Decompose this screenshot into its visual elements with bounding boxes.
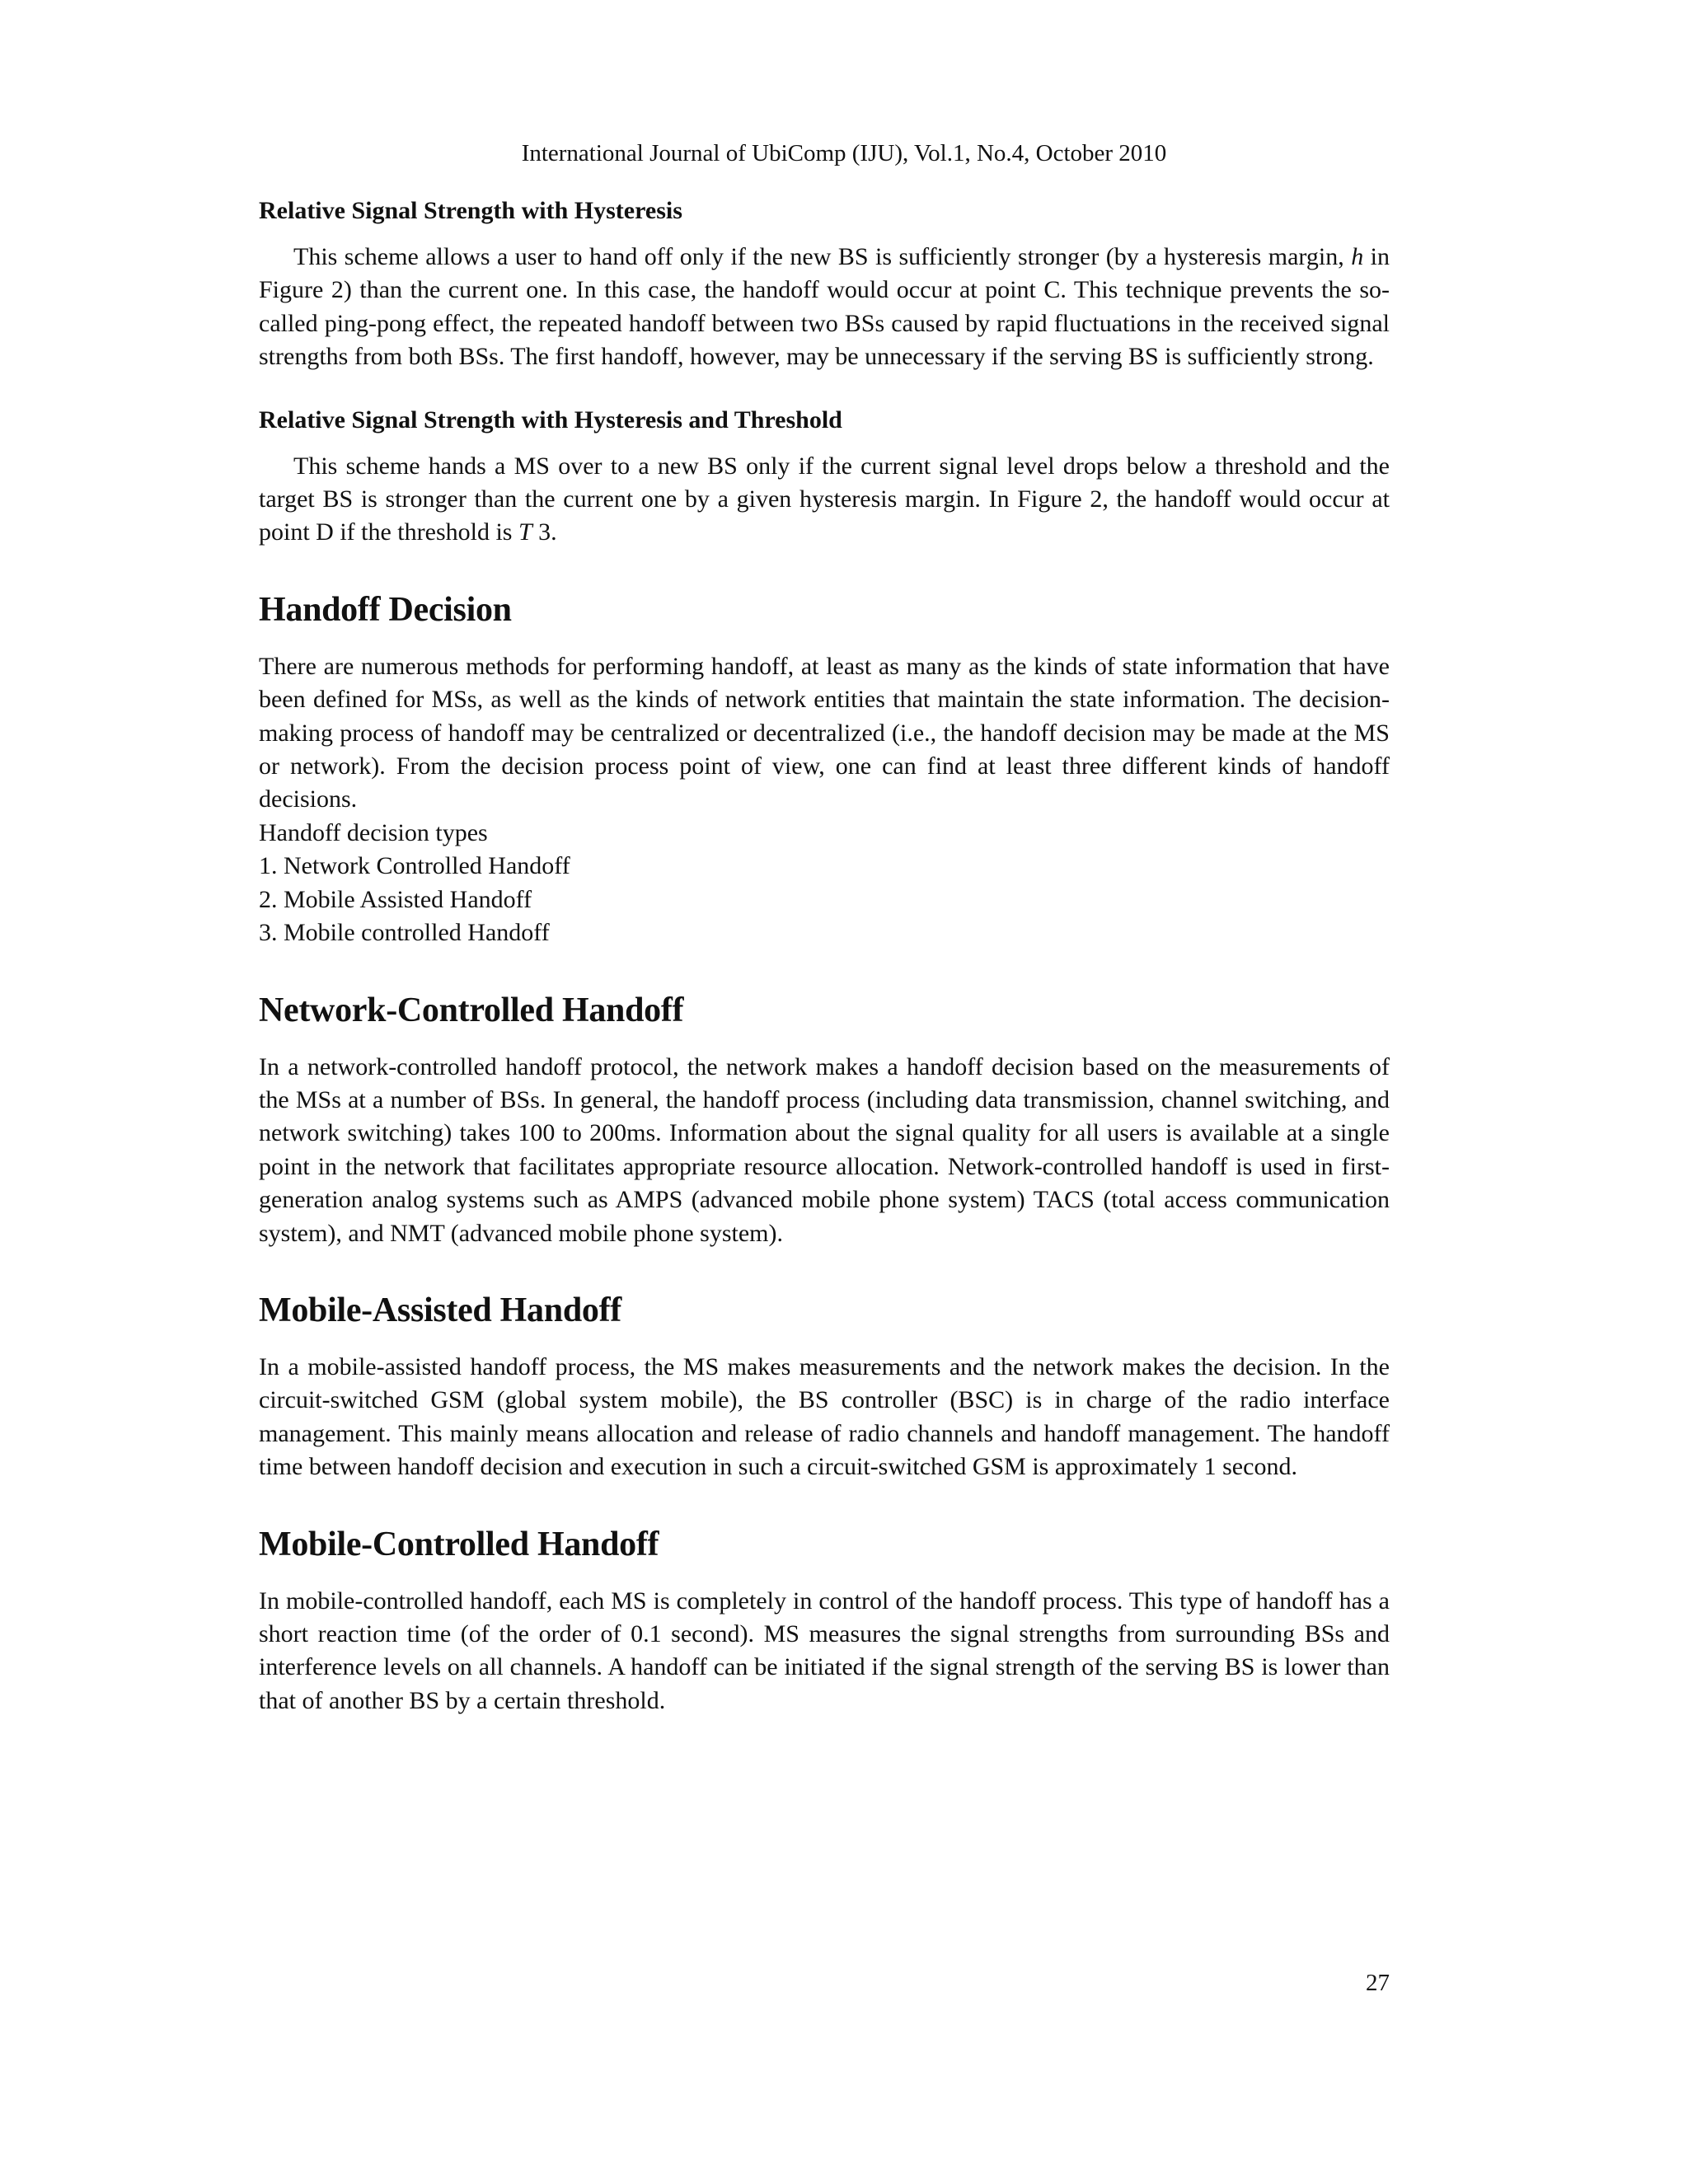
list-item: 2. Mobile Assisted Handoff <box>259 885 532 913</box>
section-heading-mobile-assisted: Mobile-Assisted Handoff <box>259 1291 621 1329</box>
paragraph-text: This scheme allows a user to hand off only if the new BS is sufficiently stronger (by a hysteresis margin, <box>293 243 1352 270</box>
variable-h: h <box>1351 243 1364 270</box>
paragraph-text: This scheme hands a MS over to a new BS only if the current signal level drops below a threshold and the target BS is stronger than the current one by a given hysteresis margin. In Figure 2, the handoff would occur at point D if the threshold is <box>259 452 1390 546</box>
list-item: 1. Network Controlled Handoff <box>259 852 570 880</box>
paragraph-network-controlled: In a network-controlled handoff protocol, the network makes a handoff decision based on the measurements of the MSs at a number of BSs. In general, the handoff process (including data transmission, channel switching, and network switching) takes 100 to 200ms. Information about the signal quality for all users is available at a single point in the network that facilitates appropriate resource allocation. Network-controlled handoff is used in first-generation analog systems such as AMPS (advanced mobile phone system) TACS (total access communication system), and NMT (advanced mobile phone system). <box>259 1052 1390 1247</box>
subheading-hysteresis-threshold: Relative Signal Strength with Hysteresis and Threshold <box>259 405 842 434</box>
page-number: 27 <box>1366 1970 1390 1996</box>
section-heading-network-controlled: Network-Controlled Handoff <box>259 991 684 1029</box>
paragraph-hysteresis-threshold <box>259 450 1390 550</box>
paragraph-handoff-decision: There are numerous methods for performing handoff, at least as many as the kinds of state information that have been defined for MSs, as well as the kinds of network entities that maintain the state information. The decision-making process of handoff may be centralized or decentralized (i.e., the handoff decision may be made at the MS or network). From the decision process point of view, one can find at least three different kinds of handoff decisions. <box>259 652 1390 813</box>
list-item: 3. Mobile controlled Handoff <box>259 919 550 947</box>
paragraph-mobile-controlled: In mobile-controlled handoff, each MS is completely in control of the handoff process. This type of handoff has a short reaction time (of the order of 0.1 second). MS measures the signal strengths from surrounding BSs and interference levels on all channels. A handoff can be initiated if the signal strength of the serving BS is lower than that of another BS by a certain threshold. <box>259 1586 1390 1714</box>
section-heading-mobile-controlled: Mobile-Controlled Handoff <box>259 1525 659 1563</box>
subheading-hysteresis: Relative Signal Strength with Hysteresis <box>259 197 682 224</box>
paragraph-text: in Figure 2) than the current one. In this case, the handoff would occur at point C. This technique prevents the so-called ping-pong effect, the repeated handoff between two BSs caused by rapid fluctuations in the received signal strengths from both BSs. The first handoff, however, may be unnecessary if the serving BS is sufficiently strong. <box>259 243 1390 371</box>
running-header: International Journal of UbiComp (IJU), Vol.1, No.4, October 2010 <box>521 140 1167 166</box>
paragraph-mobile-assisted: In a mobile-assisted handoff process, the MS makes measurements and the network makes the decision. In the circuit-switched GSM (global system mobile), the BS controller (BSC) is in charge of the radio interface management. This mainly means allocation and release of radio channels and handoff management. The handoff time between handoff decision and execution in such a circuit-switched GSM is approximately 1 second. <box>259 1352 1390 1481</box>
page-content <box>259 194 1390 1718</box>
paragraph-text: 3. <box>532 518 557 546</box>
variable-t: T <box>518 518 532 546</box>
list-title: Handoff decision types <box>259 818 488 846</box>
paragraph-hysteresis <box>259 241 1390 374</box>
section-heading-handoff-decision: Handoff Decision <box>259 590 512 629</box>
